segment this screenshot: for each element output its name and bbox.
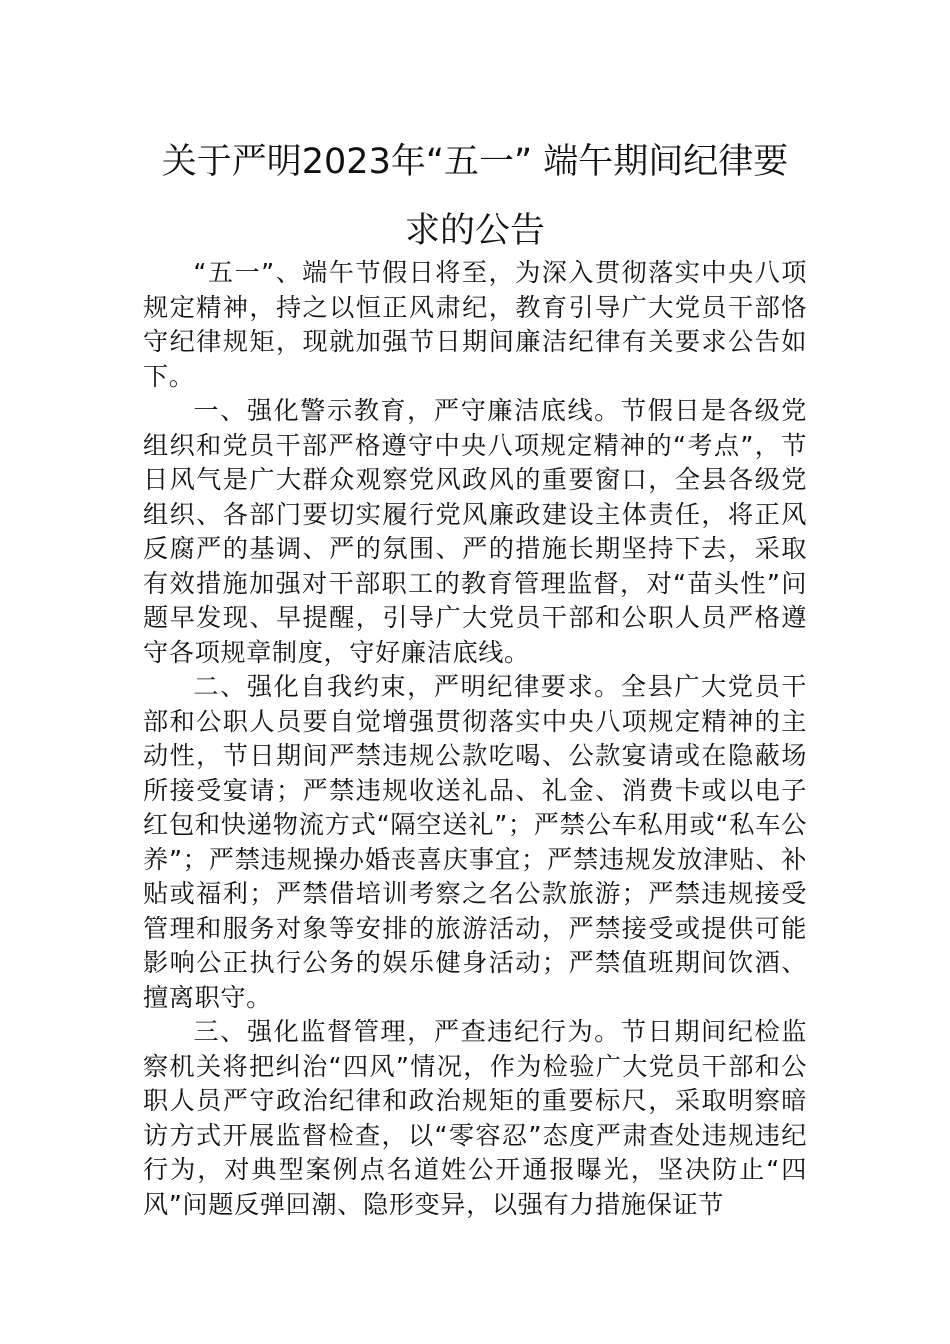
paragraph-section-3: 三、强化监督管理，严查违纪行为。节日期间纪检监察机关将把纠治“四风”情况，作为检验广大党员干部和公职人员严守政治纪律和政治规矩的重要标尺，采取明察暗访方式开展监督检查，以“零容忍”态度严肃查处违规违纪行为，对典型案例点名道姓公开通报曝光，坚决防止“四风”问题反弹回潮、隐形变异，以强有力措施保证节 (143, 1017, 807, 1219)
document-title-line-2: 求的公告 (404, 211, 545, 251)
paragraph-section-1: 一、强化警示教育，严守廉洁底线。节假日是各级党组织和党员干部严格遵守中央八项规定精神的“考点”，节日风气是广大群众观察党风政风的重要窗口，全县各级党组织、各部门要切实履行党风廉政建设主体责任，将正风反腐严的基调、严的氛围、严的措施长期坚持下去，采取有效措施加强对干部职工的教育管理监督，对“苗头性”问题早发现、早提醒，引导广大党员干部和公职人员严格遵守各项规章制度，守好廉洁底线。 (143, 396, 807, 667)
paragraph-section-2: 二、强化自我约束，严明纪律要求。全县广大党员干部和公职人员要自觉增强贯彻落实中央八项规定精神的主动性，节日期间严禁违规公款吃喝、公款宴请或在隐蔽场所接受宴请；严禁违规收送礼品、礼金、消费卡或以电子红包和快递物流方式“隔空送礼”；严禁公车私用或“私车公养”；严禁违规操办婚丧喜庆事宜；严禁违规发放津贴、补贴或福利；严禁借培训考察之名公款旅游；严禁违规接受管理和服务对象等安排的旅游活动，严禁接受或提供可能影响公正执行公务的娱乐健身活动；严禁值班期间饮酒、擅离职守。 (143, 672, 807, 1012)
document-body (143, 256, 807, 1222)
document-title-line-1: 关于严明2023年“五一” 端午期间纪律要 (161, 142, 789, 182)
paragraph-intro: “五一”、端午节假日将至，为深入贯彻落实中央八项规定精神，持之以恒正风肃纪，教育引导广大党员干部恪守纪律规矩，现就加强节日期间廉洁纪律有关要求公告如下。 (143, 258, 807, 391)
